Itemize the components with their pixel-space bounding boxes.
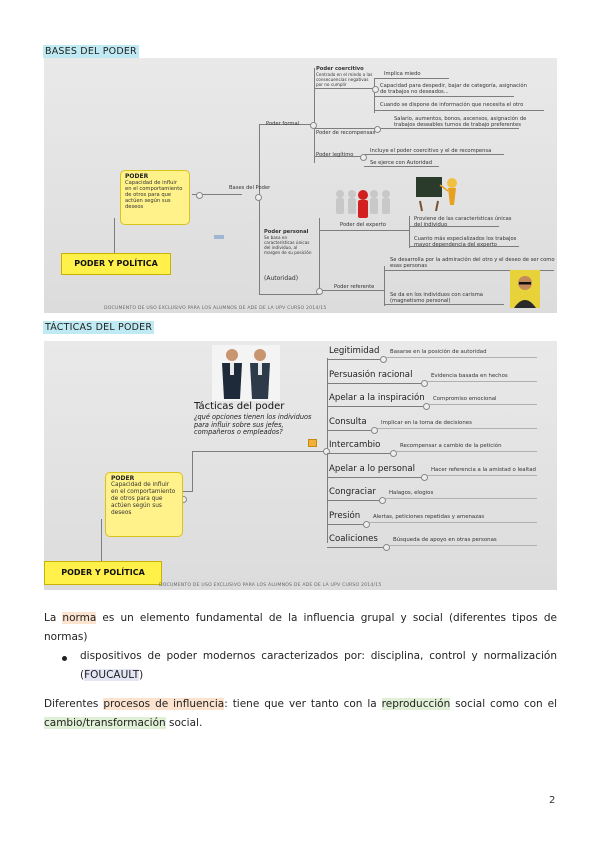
referente-item-1: Se desarrolla por la admiración del otro y el deseo de ser como esas personas <box>390 257 555 269</box>
poder-referente-label: Poder referente <box>334 284 375 290</box>
highlight-norma: norma <box>62 612 97 624</box>
bases-footer: DOCUMENTO DE USO EXCLUSIVO PARA LOS ALUMNOS DE ADE DE LA UPV CURSO 2014/15 <box>104 306 327 311</box>
tactic-description: Hacer referencia a la amistad o lealtad <box>431 466 536 473</box>
tactic-description: Basarse en la posición de autoridad <box>390 349 487 355</box>
bullet-foucault: dispositivos de poder modernos caracterizados por: disciplina, control y normalización (FOUCAULT) <box>80 650 557 681</box>
legitimo-item-2: Se ejerce con Autoridad <box>370 160 433 166</box>
highlight-reproduccion: reproducción <box>381 698 451 710</box>
tactic-name: Persuasión racional <box>329 369 413 380</box>
experto-item-2: Cuanto más especializados los trabajos mayor dependencia del experto <box>414 236 517 248</box>
section-title-bases: BASES DEL PODER <box>45 46 137 57</box>
poder-coercitivo-node: Poder coercitivo Centrado en el miedo a las consecuencias negativas por no cumplir <box>316 66 373 87</box>
poder-personal-node: Poder personal Se basa en características únicas del individuo, al margen de su posición <box>264 229 312 255</box>
tactic-name: Presión <box>329 510 361 521</box>
paragraph-procesos: Diferentes procesos de influencia: tiene que ver tanto con la reproducción social como con el cambio/transformación social. <box>44 698 558 729</box>
tactic-description: Recompensar a cambio de la petición <box>400 443 502 449</box>
tacticas-mindmap <box>44 341 557 590</box>
poder-title: PODER <box>125 173 149 180</box>
expert-teacher-image <box>414 173 462 213</box>
tacticas-heading: Tácticas del poder <box>194 401 285 412</box>
poder-experto-label: Poder del experto <box>340 222 386 228</box>
poder-title-2: PODER <box>111 475 135 482</box>
poder-y-politica-root-2: PODER Y POLÍTICA <box>44 561 162 585</box>
tactic-description: Evidencia basada en hechos <box>431 372 508 379</box>
poder-formal-label: Poder formal <box>266 121 300 127</box>
tactic-description: Alertas, peticiones repetidas y amenazas <box>373 513 485 520</box>
coercitivo-item-2: Capacidad para despedir, bajar de categoría, asignación de trabajos no deseados... <box>380 83 527 95</box>
tactic-name: Congraciar <box>329 487 376 497</box>
legitimo-item-1: Incluye el poder coercitivo y el de recompensa <box>370 148 492 154</box>
poder-center-node-2 <box>105 472 183 537</box>
group-figures-image <box>332 186 392 221</box>
poder-definition-2: Capacidad de influir en el comportamiento de otros para que actúen según sus deseos <box>111 482 176 516</box>
note-icon <box>308 439 317 447</box>
poder-recompensas-label: Poder de recompensas <box>316 130 376 136</box>
tactic-description: Compromiso emocional <box>433 396 497 402</box>
tactic-row <box>327 417 555 437</box>
experto-item-1: Proviene de las características únicas del individuo <box>414 216 512 228</box>
recompensa-item: Salario, aumentos, bonos, ascensos, asignación de trabajos deseables turnos de trabajo preferentes <box>394 116 527 128</box>
tactic-row <box>327 393 555 413</box>
page-number: 2 <box>549 795 556 806</box>
tacticas-question: ¿qué opciones tienen los individuos para influir sobre sus jefes, compañeros o empleados? <box>194 413 312 437</box>
tactic-description: Implicar en la toma de decisiones <box>381 419 472 426</box>
tactic-row <box>327 534 555 554</box>
charisma-man-image <box>510 270 540 308</box>
tactic-row <box>327 487 555 507</box>
tactic-row <box>327 346 555 366</box>
highlight-foucault: FOUCAULT <box>84 669 140 681</box>
paragraph-norma: La norma es un elemento fundamental de la influencia grupal y social (diferentes tipos de normas) <box>44 612 557 643</box>
coercitivo-item-3: Cuando se dispone de información que necesita el otro <box>380 102 524 108</box>
coercitivo-item-1: Implica miedo <box>384 71 421 77</box>
tactic-name: Consulta <box>329 416 367 427</box>
bullet-dot <box>62 656 67 661</box>
small-note-marker <box>214 235 224 239</box>
tactic-description: Halagos, elogios <box>389 490 434 496</box>
tactic-name: Intercambio <box>329 440 381 450</box>
tactic-row <box>327 511 555 531</box>
tactic-row <box>327 370 555 390</box>
tactic-name: Legitimidad <box>329 346 380 356</box>
highlight-cambio: cambio/transformación <box>44 717 166 729</box>
referente-item-2: Se da en los individuos con carisma (magnetismo personal) <box>390 292 483 304</box>
tactic-row <box>327 440 555 460</box>
poder-legitimo-label: Poder legítimo <box>316 152 354 158</box>
tacticas-footer: DOCUMENTO DE USO EXCLUSIVO PARA LOS ALUMNOS DE ADE DE LA UPV CURSO 2014/15 <box>159 583 382 588</box>
bases-mindmap <box>44 58 557 313</box>
poder-definition: Capacidad de influir en el comportamiento de otros para que actúen según sus deseos <box>125 180 183 210</box>
tactic-name: Apelar a lo personal <box>329 463 416 474</box>
poder-center-node <box>120 170 190 225</box>
bases-del-poder-label: Bases del Poder <box>229 185 271 191</box>
poder-y-politica-root: PODER Y POLÍTICA <box>61 253 171 275</box>
section-title-tacticas: TÁCTICAS DEL PODER <box>45 322 153 333</box>
tactic-description: Búsqueda de apoyo en otras personas <box>393 537 497 543</box>
tactic-row <box>327 464 555 484</box>
autoridad-label: (Autoridad) <box>264 275 299 282</box>
businessmen-image <box>212 345 280 401</box>
highlight-procesos: procesos de influencia <box>103 698 225 710</box>
tactic-name: Coaliciones <box>329 534 378 544</box>
tactic-name: Apelar a la inspiración <box>329 393 425 403</box>
